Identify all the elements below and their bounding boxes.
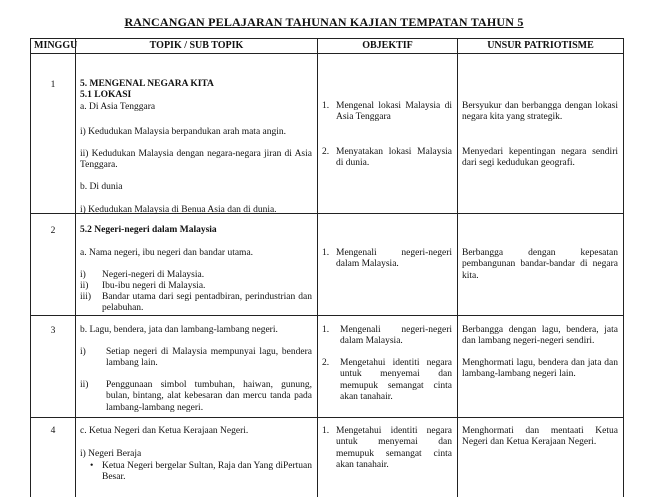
- minggu-cell: 1: [31, 53, 76, 213]
- objektif-item: 2. Mengetahui identiti negara untuk menyemai dan memupuk semangat cinta akan tanahair.: [322, 357, 452, 402]
- header-unsur: UNSUR PATRIOTISME: [458, 39, 624, 54]
- topic-subitem: i) Setiap negeri di Malaysia mempunyai lagu, bendera lambang lain.: [80, 346, 312, 368]
- topic-item: a. Nama negeri, ibu negeri dan bandar utama.: [80, 247, 254, 258]
- table-row-week-1: [31, 53, 624, 213]
- topic-subitem: ii) Penggunaan simbol tumbuhan, haiwan, gunung, bulan, bintang, alat kebesaran dan mercu tanda pada lambang-lambang negeri.: [80, 379, 312, 413]
- topic-item: b. Lagu, bendera, jata dan lambang-lambang negeri.: [80, 324, 278, 335]
- unsur-cell: [458, 417, 624, 497]
- subtopic-heading: 5.2 Negeri-negeri dalam Malaysia: [80, 224, 217, 235]
- topic-item: i) Kedudukan Malaysia di Benua Asia dan di dunia.: [80, 204, 277, 215]
- table-header-row: [31, 39, 624, 54]
- topik-cell: [76, 315, 318, 417]
- subtopic-heading: 5.1 LOKASI: [80, 89, 132, 100]
- topik-cell: [76, 53, 318, 213]
- lesson-plan-table: [30, 38, 624, 497]
- topic-subitem: iii) Bandar utama dari segi pentadbiran, perindustrian dan pelabuhan.: [80, 291, 312, 313]
- unsur-cell: [458, 315, 624, 417]
- unsur-cell: [458, 213, 624, 315]
- objektif-cell: [318, 53, 458, 213]
- bullet-icon: •: [90, 460, 94, 471]
- topic-item: b. Di dunia: [80, 181, 123, 192]
- unsur-item: Berbangga dengan kepesatan pembangunan bandar-bandar di negara kita.: [462, 247, 618, 281]
- topic-heading: 5. MENGENAL NEGARA KITA: [80, 78, 214, 89]
- unsur-item: Berbangga dengan lagu, bendera, jata dan lambang negeri-negeri sendiri.: [462, 324, 618, 346]
- unsur-item: Menyedari kepentingan negara sendiri dari segi kedudukan geografi.: [462, 146, 618, 168]
- table-row-week-3: [31, 315, 624, 417]
- objektif-item: 1. Mengenali negeri-negeri dalam Malaysia.: [322, 324, 452, 346]
- objektif-item: 1. Mengetahui identiti negara untuk menyemai dan memupuk semangat cinta akan tanahair.: [322, 425, 452, 470]
- table-row-week-4: [31, 417, 624, 497]
- topic-subitem: i) Negeri-negeri di Malaysia.: [80, 269, 205, 280]
- topik-cell: [76, 213, 318, 315]
- minggu-cell: 4: [31, 417, 76, 497]
- unsur-item: Bersyukur dan berbangga dengan lokasi negara kita yang strategik.: [462, 100, 618, 122]
- topic-item: c. Ketua Negeri dan Ketua Kerajaan Negeri.: [80, 425, 249, 436]
- objektif-item: 1. Mengenali negeri-negeri dalam Malaysia.: [322, 247, 452, 269]
- unsur-item: Menghormati dan mentaati Ketua Negeri dan Ketua Kerajaan Negeri.: [462, 425, 618, 447]
- topic-subitem: ii) Ibu-ibu negeri di Malaysia.: [80, 280, 206, 291]
- objektif-cell: [318, 213, 458, 315]
- header-objektif: OBJEKTIF: [318, 39, 458, 54]
- topik-cell: [76, 417, 318, 497]
- topic-item: ii) Kedudukan Malaysia dengan negara-negara jiran di Asia Tenggara.: [80, 148, 312, 170]
- document-title: RANCANGAN PELAJARAN TAHUNAN KAJIAN TEMPATAN TAHUN 5: [124, 15, 524, 29]
- header-topik: TOPIK / SUB TOPIK: [76, 39, 318, 54]
- table-row-week-2: [31, 213, 624, 315]
- objektif-item: 2. Menyatakan lokasi Malaysia di dunia.: [322, 146, 452, 168]
- objektif-cell: [318, 315, 458, 417]
- topic-item: a. Di Asia Tenggara: [80, 101, 156, 112]
- header-minggu: MINGGU: [31, 39, 76, 54]
- topic-item: i) Kedudukan Malaysia berpandukan arah mata angin.: [80, 126, 287, 137]
- topic-bullet-item: • Ketua Negeri bergelar Sultan, Raja dan Yang diPertuan Besar.: [90, 460, 312, 482]
- objektif-item: 1. Mengenal lokasi Malaysia di Asia Tenggara: [322, 100, 452, 122]
- objektif-cell: [318, 417, 458, 497]
- minggu-cell: 2: [31, 213, 76, 315]
- unsur-cell: [458, 53, 624, 213]
- unsur-item: Menghormati lagu, bendera dan jata dan lambang-lambang negeri lain.: [462, 357, 618, 379]
- topic-item: i) Negeri Beraja: [80, 448, 142, 459]
- minggu-cell: 3: [31, 315, 76, 417]
